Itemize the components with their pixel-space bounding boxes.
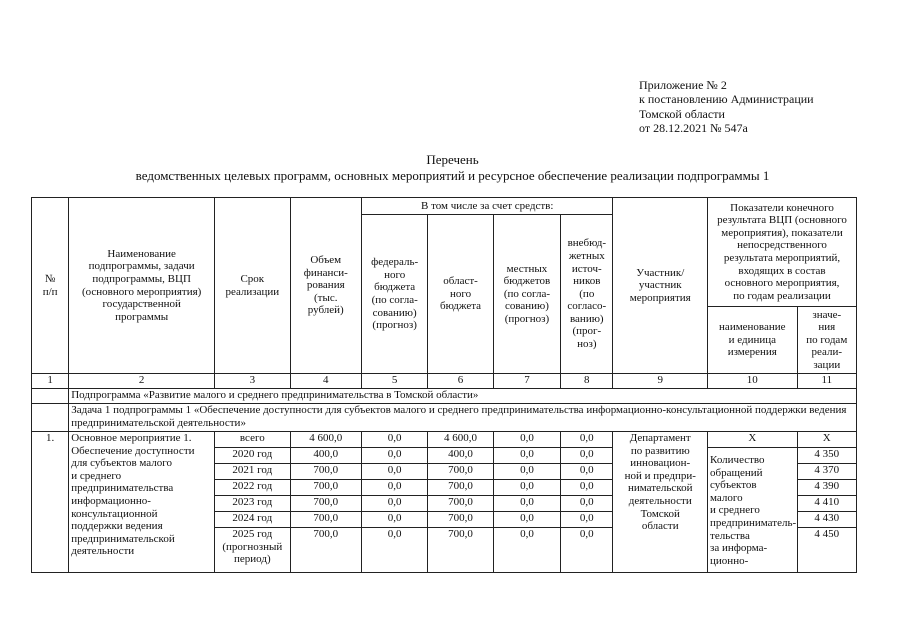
task-title: Задача 1 подпрограммы 1 «Обеспечение доступности для субъектов малого и среднего предпринимательства информационно-консультационной поддержки ведения предпринимательской деятельности»	[69, 404, 857, 432]
header-participant: Участник/ участник мероприятия	[613, 198, 708, 374]
volume-cell: 4 600,0	[290, 432, 361, 448]
col-number: 4	[290, 374, 361, 389]
task-number-cell	[32, 404, 69, 432]
term-cell: 2024 год	[215, 512, 290, 528]
appendix-line-2: к постановлению Администрации	[639, 92, 814, 107]
col-number: 2	[69, 374, 215, 389]
col-number: 11	[797, 374, 856, 389]
appendix-line-3: Томской области	[639, 106, 725, 121]
measure-number: 1.	[32, 432, 69, 573]
regional-cell: 700,0	[428, 512, 493, 528]
measure-name: Основное мероприятие 1. Обеспечение доступности для субъектов малого и среднего предпринимательства информационно- консультационной поддержки ведения предпринимательской деятельности	[69, 432, 215, 573]
local-cell: 0,0	[493, 464, 560, 480]
regional-cell: 700,0	[428, 496, 493, 512]
col-number: 9	[613, 374, 708, 389]
term-cell: всего	[215, 432, 290, 448]
header-extra: внебюд- жетных источ- ников (по согласо- ванию) (прог- ноз)	[561, 215, 613, 374]
volume-cell: 400,0	[290, 448, 361, 464]
document-title: Перечень	[426, 152, 479, 167]
indicator-value: 4 410	[797, 496, 856, 512]
local-cell: 0,0	[493, 512, 560, 528]
program-table	[31, 197, 857, 573]
header-regional: област- ного бюджета	[428, 215, 493, 374]
volume-cell: 700,0	[290, 496, 361, 512]
federal-cell: 0,0	[361, 512, 427, 528]
volume-cell: 700,0	[290, 480, 361, 496]
header-local: местных бюджетов (по согла- сованию) (прогноз)	[493, 215, 560, 374]
col-number: 3	[215, 374, 290, 389]
col-number: 8	[561, 374, 613, 389]
header-name: Наименование подпрограммы, задачи подпрограммы, ВЦП (основного мероприятия) государственной программы	[69, 198, 215, 374]
col-number: 10	[708, 374, 798, 389]
column-number-row	[32, 374, 857, 389]
term-cell: 2023 год	[215, 496, 290, 512]
col-number: 5	[361, 374, 427, 389]
extra-cell: 0,0	[561, 512, 613, 528]
header-indicator-name: наименование и единица измерения	[708, 307, 798, 374]
regional-cell: 400,0	[428, 448, 493, 464]
local-cell: 0,0	[493, 448, 560, 464]
header-volume: Объем финанси- рования (тыс. рублей)	[290, 198, 361, 374]
term-cell: 2022 год	[215, 480, 290, 496]
local-cell: 0,0	[493, 480, 560, 496]
header-indicators: Показатели конечного результата ВЦП (основного мероприятия), показатели непосредственного результата мероприятий, входящих в состав основного мероприятия, по годам реализации	[708, 198, 857, 307]
header-indicator-value: значе- ния по годам реали- зации	[797, 307, 856, 374]
federal-cell: 0,0	[361, 432, 427, 448]
extra-cell: 0,0	[561, 464, 613, 480]
regional-cell: 700,0	[428, 528, 493, 573]
value-x: Х	[797, 432, 856, 448]
federal-cell: 0,0	[361, 528, 427, 573]
participant-cell: Департамент по развитию инновацион- ной и предпри- нимательской деятельности Томской области	[613, 432, 708, 573]
header-term: Срок реализации	[215, 198, 290, 374]
table-row	[32, 432, 857, 448]
extra-cell: 0,0	[561, 448, 613, 464]
extra-cell: 0,0	[561, 528, 613, 573]
indicator-name: Количество обращений субъектов малого и среднего предприниматель- тельства за информа- ционно-	[708, 448, 798, 573]
extra-cell: 0,0	[561, 432, 613, 448]
header-including: В том числе за счет средств:	[361, 198, 613, 215]
appendix-note	[639, 78, 814, 135]
extra-cell: 0,0	[561, 480, 613, 496]
subprogram-number-cell	[32, 389, 69, 404]
indicator-x: Х	[708, 432, 798, 448]
term-cell: 2025 год (прогнозный период)	[215, 528, 290, 573]
appendix-line-1: Приложение № 2	[639, 78, 727, 92]
indicator-value: 4 370	[797, 464, 856, 480]
document-subtitle: ведомственных целевых программ, основных мероприятий и ресурсное обеспечение реализации подпрограммы 1	[135, 168, 770, 183]
volume-cell: 700,0	[290, 464, 361, 480]
volume-cell: 700,0	[290, 528, 361, 573]
volume-cell: 700,0	[290, 512, 361, 528]
federal-cell: 0,0	[361, 496, 427, 512]
indicator-value: 4 430	[797, 512, 856, 528]
col-number: 1	[32, 374, 69, 389]
regional-cell: 700,0	[428, 480, 493, 496]
local-cell: 0,0	[493, 432, 560, 448]
term-cell: 2020 год	[215, 448, 290, 464]
regional-cell: 700,0	[428, 464, 493, 480]
col-number: 6	[428, 374, 493, 389]
indicator-value: 4 390	[797, 480, 856, 496]
local-cell: 0,0	[493, 528, 560, 573]
header-number: № п/п	[32, 198, 69, 374]
local-cell: 0,0	[493, 496, 560, 512]
regional-cell: 4 600,0	[428, 432, 493, 448]
indicator-value: 4 350	[797, 448, 856, 464]
header-federal: федераль- ного бюджета (по согла- сованию) (прогноз)	[361, 215, 427, 374]
col-number: 7	[493, 374, 560, 389]
federal-cell: 0,0	[361, 464, 427, 480]
subprogram-title: Подпрограмма «Развитие малого и среднего предпринимательства в Томской области»	[69, 389, 857, 404]
term-cell: 2021 год	[215, 464, 290, 480]
federal-cell: 0,0	[361, 448, 427, 464]
federal-cell: 0,0	[361, 480, 427, 496]
appendix-line-4: от 28.12.2021 № 547а	[639, 120, 748, 135]
extra-cell: 0,0	[561, 496, 613, 512]
indicator-value: 4 450	[797, 528, 856, 573]
